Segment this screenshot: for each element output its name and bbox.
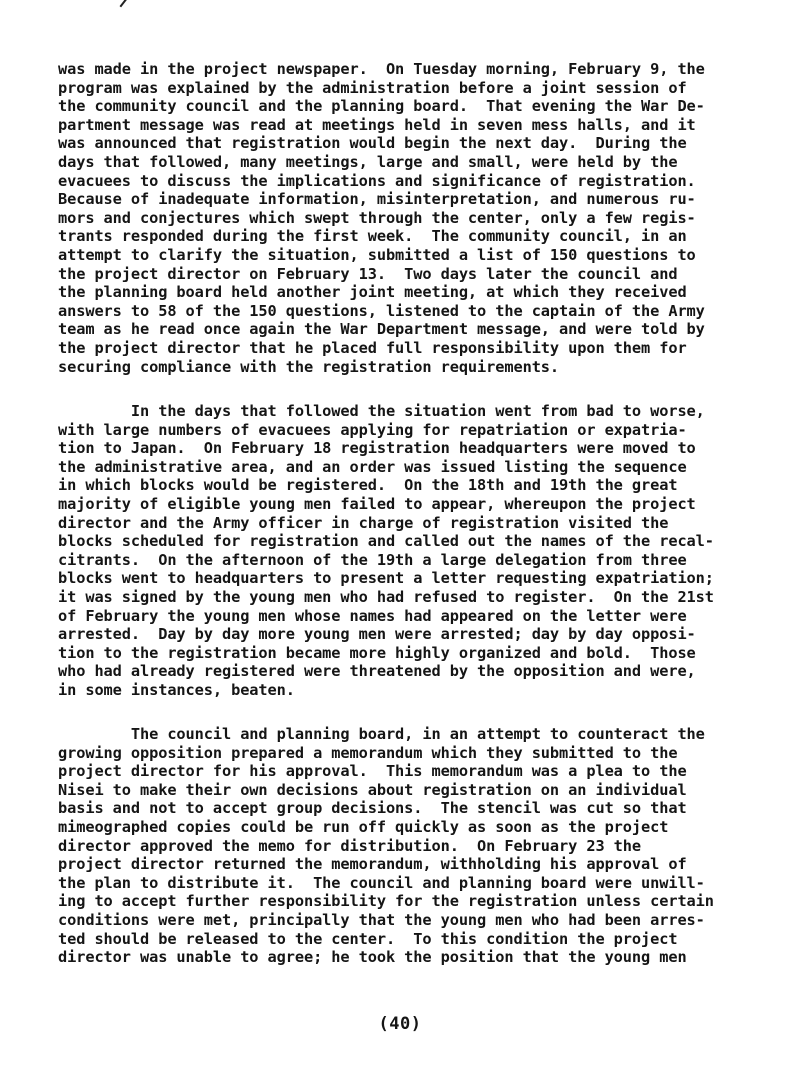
text-line: who had already registered were threatened by the opposition and were, [58,662,696,681]
text-line: project director returned the memorandum, withholding his approval of [58,855,687,874]
text-line: was announced that registration would begin the next day. During the [58,134,687,153]
pen-mark [120,0,129,7]
page-number: (40) [378,1014,422,1034]
text-line: ing to accept further responsibility for the registration unless certain [58,892,714,911]
text-line: the planning board held another joint meeting, at which they received [58,283,687,302]
paragraph-3 [58,725,714,967]
paragraph-1 [58,60,705,376]
text-line: In the days that followed the situation went from bad to worse, [58,402,705,420]
text-line: director was unable to agree; he took the position that the young men [58,948,687,967]
text-line: the project director that he placed full responsibility upon them for [58,338,687,357]
text-line: Nisei to make their own decisions about registration on an individual [58,780,687,799]
text-line: partment message was read at meetings held in seven mess halls, and it [58,115,696,134]
text-line: was made in the project newspaper. On Tuesday morning, February 9, the [58,60,705,78]
text-line: project director for his approval. This memorandum was a plea to the [58,762,687,781]
text-line: arrested. Day by day more young men were arrested; day by day opposi- [58,625,696,644]
text-line: blocks scheduled for registration and called out the names of the recal- [58,532,714,551]
text-line: majority of eligible young men failed to appear, whereupon the project [58,494,696,513]
text-line: days that followed, many meetings, large and small, were held by the [58,152,678,171]
text-line: blocks went to headquarters to present a letter requesting expatriation; [58,569,714,588]
text-line: tion to Japan. On February 18 registration headquarters were moved to [58,439,696,458]
text-line: the project director on February 13. Two days later the council and [58,264,678,283]
text-line: with large numbers of evacuees applying for repatriation or expatria- [58,420,687,439]
text-line: program was explained by the administration before a joint session of [58,78,687,97]
text-line: it was signed by the young men who had refused to register. On the 21st [58,587,714,606]
text-line: in which blocks would be registered. On the 18th and 19th the great [58,476,678,495]
text-line: the community council and the planning board. That evening the War De- [58,97,705,116]
paragraph-2 [58,402,714,700]
text-line: answers to 58 of the 150 questions, listened to the captain of the Army [58,301,705,320]
text-line: team as he read once again the War Department message, and were told by [58,320,705,339]
text-line: growing opposition prepared a memorandum which they submitted to the [58,743,678,762]
text-line: tion to the registration became more highly organized and bold. Those [58,643,696,662]
text-line: director and the Army officer in charge of registration visited the [58,513,669,532]
text-line: evacuees to discuss the implications and significance of registration. [58,171,696,190]
text-line: The council and planning board, in an attempt to counteract the [58,725,705,743]
text-line: mors and conjectures which swept through the center, only a few regis- [58,208,696,227]
text-line: securing compliance with the registration requirements. [58,357,560,376]
text-line: conditions were met, principally that the young men who had been arres- [58,910,705,929]
text-line: Because of inadequate information, misinterpretation, and numerous ru- [58,190,696,209]
text-line: the administrative area, and an order was issued listing the sequence [58,457,687,476]
text-line: ted should be released to the center. To this condition the project [58,929,678,948]
text-line: of February the young men whose names had appeared on the letter were [58,606,687,625]
text-line: trants responded during the first week. The community council, in an [58,227,687,246]
text-line: director approved the memo for distribution. On February 23 the [58,836,642,855]
text-line: citrants. On the afternoon of the 19th a large delegation from three [58,550,687,569]
text-line: mimeographed copies could be run off quickly as soon as the project [58,817,669,836]
text-line: in some instances, beaten. [58,680,295,699]
text-line: basis and not to accept group decisions. The stencil was cut so that [58,799,687,818]
text-line: the plan to distribute it. The council and planning board were unwill- [58,873,705,892]
text-line: attempt to clarify the situation, submitted a list of 150 questions to [58,245,696,264]
